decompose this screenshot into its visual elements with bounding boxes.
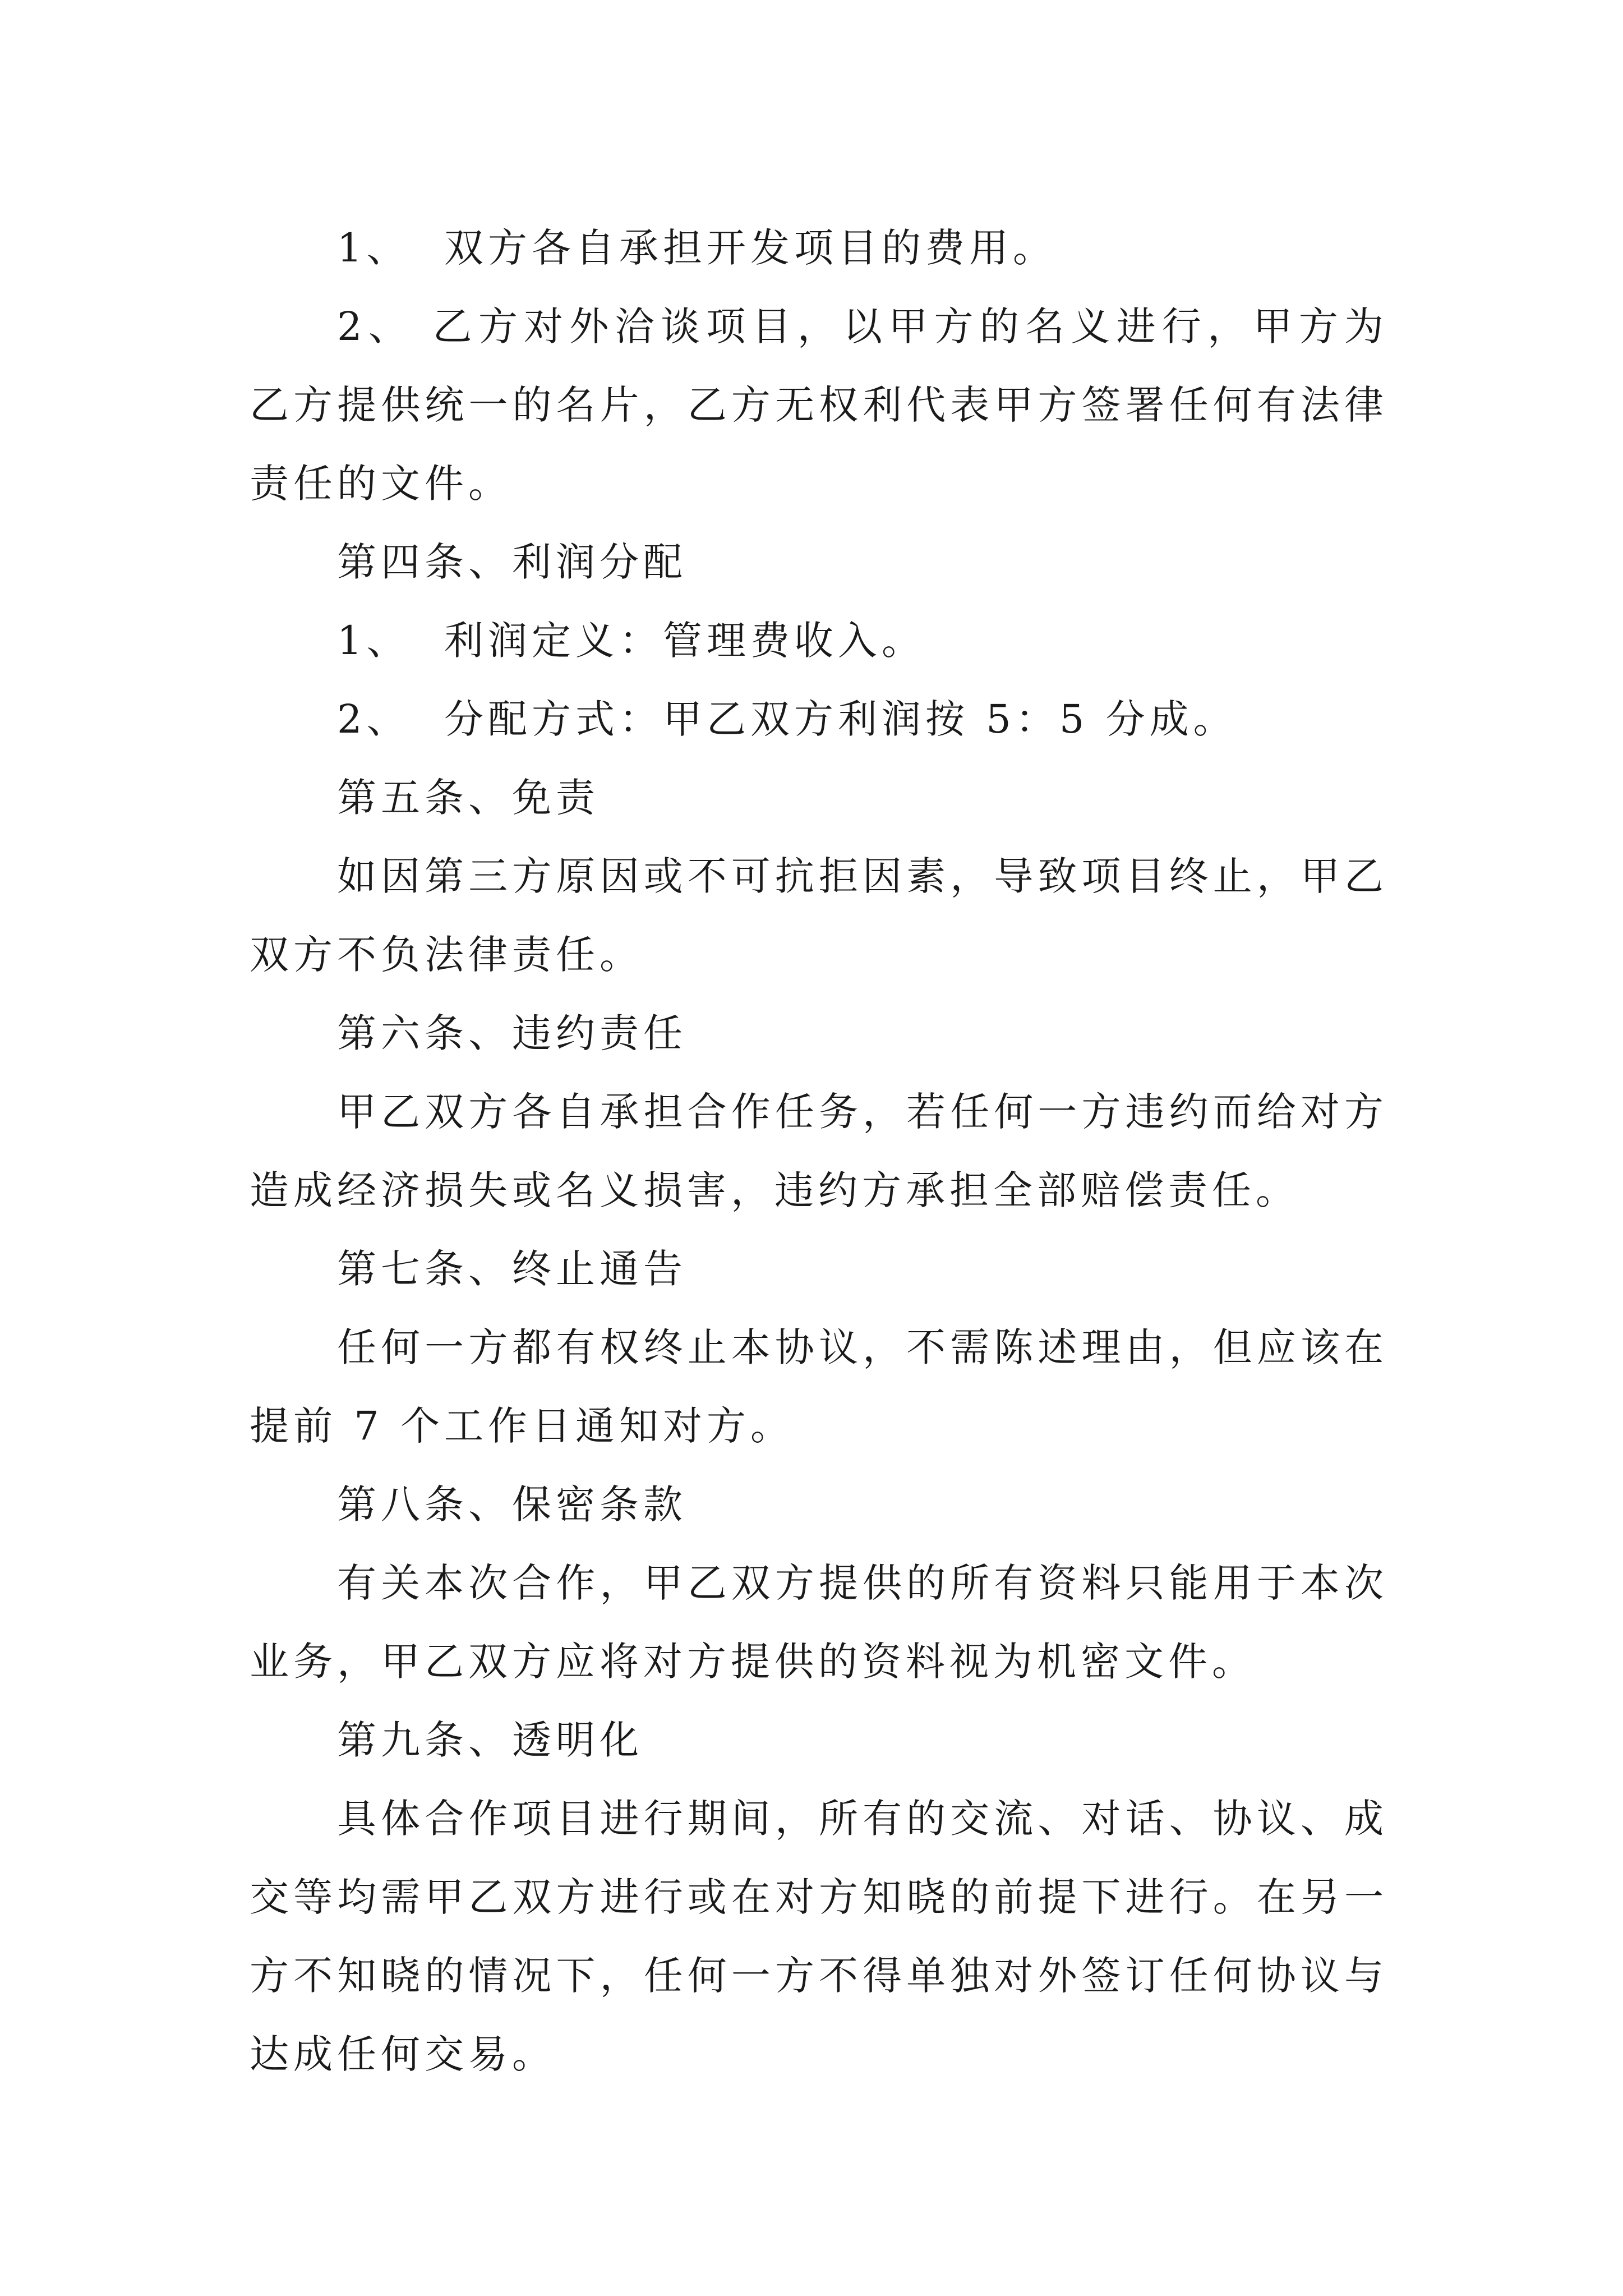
clause-5-heading: 第五条、免责 bbox=[337, 775, 600, 821]
document-body bbox=[250, 209, 1388, 2093]
clause-9-heading: 第九条、透明化 bbox=[337, 1717, 643, 1763]
clause-3-item-2: 2、 乙方对外洽谈项目，以甲方的名义进行，甲方为乙方提供统一的名片，乙方无权利代表甲方签署任何有法律责任的文件。 bbox=[250, 303, 1388, 507]
clause-6-body: 甲乙双方各自承担合作任务，若任何一方违约而给对方造成经济损失或名义损害，违约方承担全部赔偿责任。 bbox=[250, 1089, 1388, 1213]
clause-5-body: 如因第三方原因或不可抗拒因素，导致项目终止，甲乙双方不负法律责任。 bbox=[250, 853, 1388, 978]
clause-7-heading: 第七条、终止通告 bbox=[337, 1246, 687, 1292]
clause-3-item-1: 1、 双方各自承担开发项目的费用。 bbox=[337, 225, 1057, 271]
clause-8-body: 有关本次合作，甲乙双方提供的所有资料只能用于本次业务，甲乙双方应将对方提供的资料视为机密文件。 bbox=[250, 1560, 1388, 1685]
clause-6-heading: 第六条、违约责任 bbox=[337, 1010, 687, 1056]
clause-4-item-2: 2、 分配方式：甲乙双方利润按 5：5 分成。 bbox=[337, 696, 1237, 742]
clause-4-heading: 第四条、利润分配 bbox=[337, 539, 687, 585]
clause-8-heading: 第八条、保密条款 bbox=[337, 1481, 687, 1527]
clause-7-body: 任何一方都有权终止本协议，不需陈述理由，但应该在提前 7 个工作日通知对方。 bbox=[250, 1324, 1388, 1449]
clause-4-item-1: 1、 利润定义：管理费收入。 bbox=[337, 618, 926, 664]
clause-9-body: 具体合作项目进行期间，所有的交流、对话、协议、成交等均需甲乙双方进行或在对方知晓的前提下进行。在另一方不知晓的情况下，任何一方不得单独对外签订任何协议与达成任何交易。 bbox=[250, 1796, 1388, 2077]
